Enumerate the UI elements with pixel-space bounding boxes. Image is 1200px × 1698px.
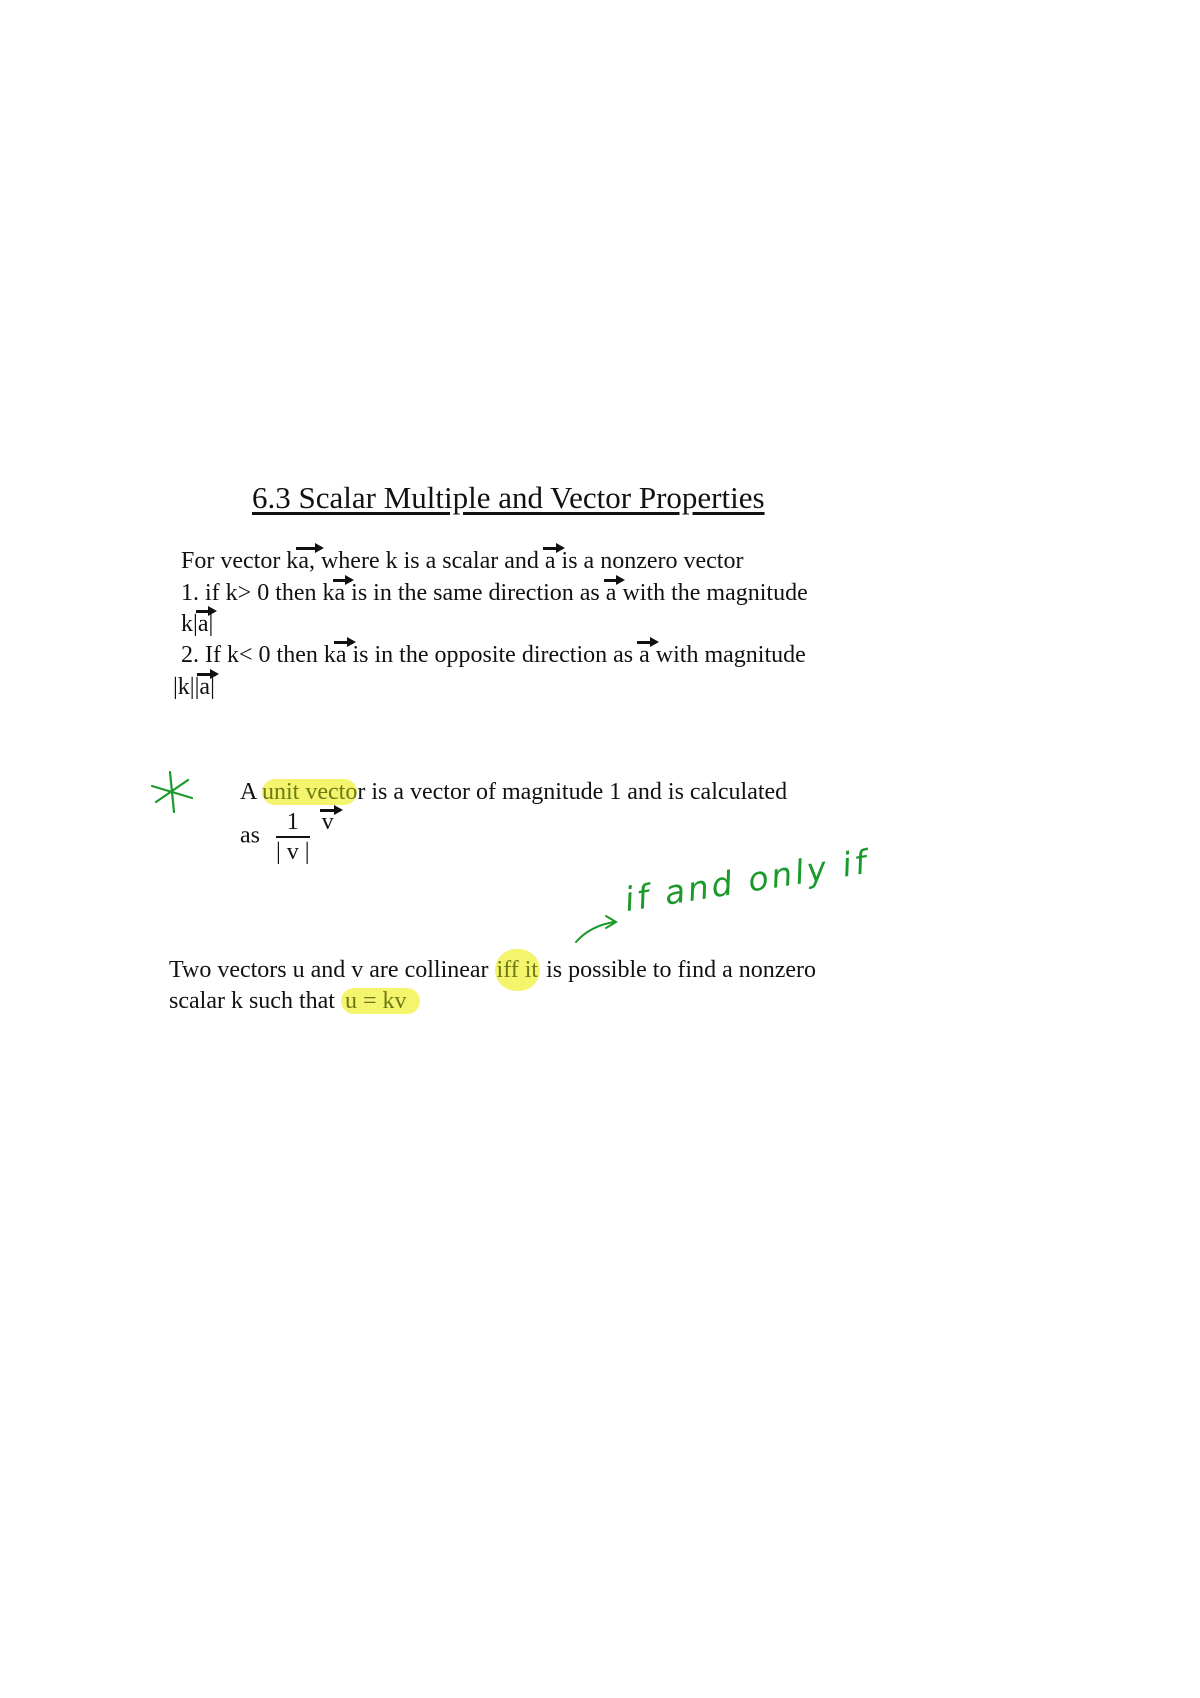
- text: is possible to find a nonzero: [540, 957, 817, 983]
- vector-a: a,: [298, 548, 315, 574]
- vector-a: a: [334, 580, 346, 606]
- vector-a: a: [199, 674, 211, 700]
- vector-v: v: [351, 957, 364, 983]
- para-line-4: [181, 640, 806, 670]
- para-line-5: [173, 672, 215, 702]
- unit-vector-formula: [240, 808, 334, 866]
- text: |: [210, 674, 215, 700]
- handwritten-arrow-icon: [574, 912, 620, 946]
- text: Two vectors: [169, 957, 293, 983]
- unit-vector-line: [240, 777, 787, 807]
- vector-a: a: [197, 611, 209, 637]
- vector-a: a: [544, 548, 556, 574]
- vector-u: u: [292, 957, 305, 983]
- para-line-3: [181, 609, 213, 639]
- text: 2. If k< 0 then k: [181, 642, 336, 668]
- page-title: 6.3 Scalar Multiple and Vector Properties: [252, 480, 765, 515]
- text: is a nonzero vector: [555, 548, 744, 574]
- highlight-unit-vector: unit vecto: [262, 779, 358, 805]
- text: k|: [181, 611, 198, 637]
- highlight-iff: iff it: [495, 949, 541, 991]
- collinear-line-2: [169, 986, 420, 1016]
- text: r is a vector of magnitude 1 and is calculated: [357, 779, 788, 805]
- text: is in the same direction as: [345, 580, 606, 606]
- numerator: 1: [276, 808, 310, 838]
- vector-a: a: [639, 642, 650, 668]
- handwritten-note: if and only if: [621, 841, 872, 919]
- text: 1. if k> 0 then k: [181, 580, 335, 606]
- text: scalar k such that: [169, 988, 341, 1014]
- text: are collinear: [363, 957, 495, 983]
- vector-a: a: [335, 642, 347, 668]
- text: with magnitude: [649, 642, 806, 668]
- denominator: | v |: [276, 839, 310, 865]
- text: |: [208, 611, 214, 637]
- collinear-line-1: [169, 955, 816, 985]
- vector-a: a: [605, 580, 617, 606]
- vector-v: v: [321, 809, 334, 835]
- para-line-2: [181, 578, 808, 608]
- fraction: [276, 808, 310, 866]
- highlight-equation: u = kv: [341, 988, 421, 1014]
- text: where k is a scalar and: [314, 548, 545, 574]
- text: |k||: [173, 674, 200, 700]
- text: and: [304, 957, 352, 983]
- text: For vector k: [181, 548, 299, 574]
- text: A: [240, 779, 263, 805]
- asterisk-icon: [146, 768, 198, 814]
- text: as: [240, 822, 260, 849]
- text: with the magnitude: [616, 580, 808, 606]
- para-line-1: [181, 546, 743, 576]
- text: is in the opposite direction as: [346, 642, 640, 668]
